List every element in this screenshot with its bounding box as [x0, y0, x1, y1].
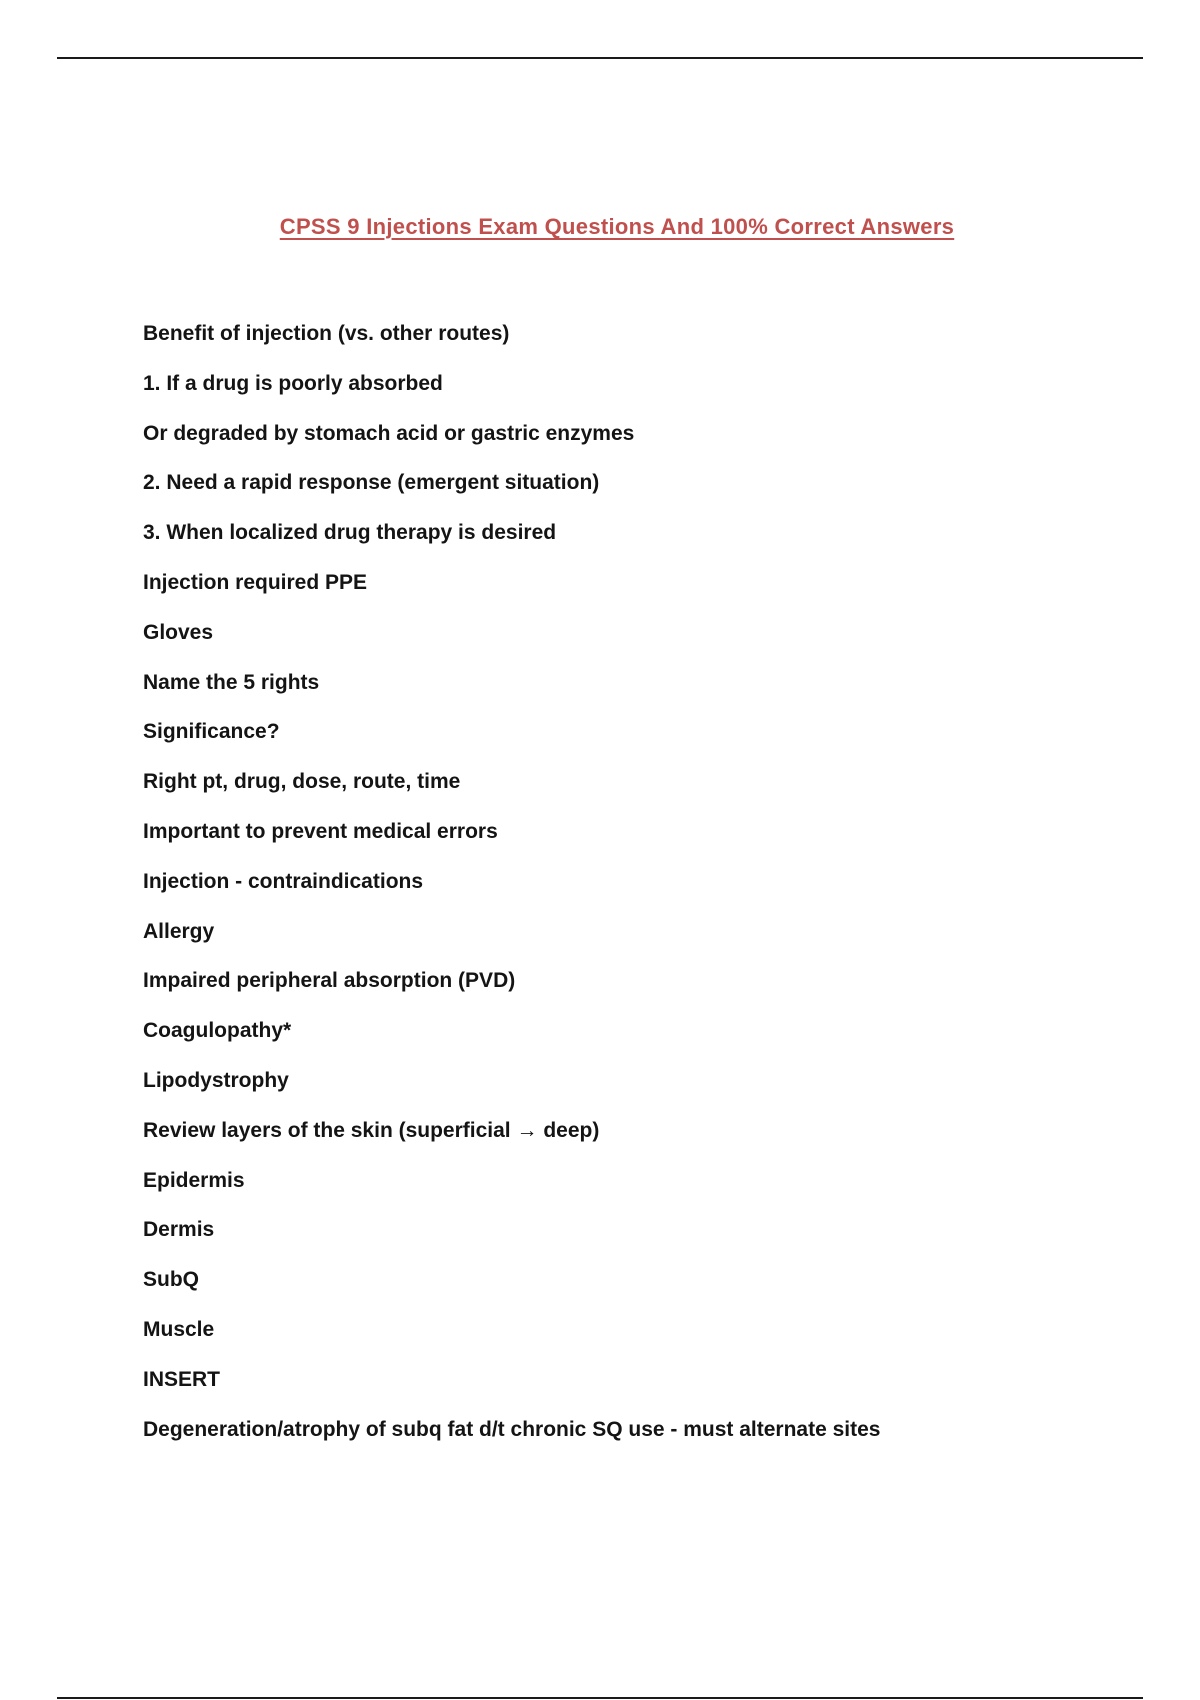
text-line: INSERT [143, 1367, 221, 1391]
text-line: Muscle [143, 1317, 215, 1341]
text-line: 1. If a drug is poorly absorbed [143, 371, 443, 395]
document-title-text: CPSS 9 Injections Exam Questions And 100% Correct Answers [279, 214, 955, 239]
bottom-divider [57, 1697, 1143, 1699]
text-line: Injection required PPE [143, 570, 368, 594]
text-line: Coagulopathy* [143, 1019, 292, 1043]
text-line: Dermis [143, 1218, 215, 1242]
text-line: Allergy [143, 919, 215, 943]
text-line: Or degraded by stomach acid or gastric enzymes [143, 421, 635, 445]
text-line: Benefit of injection (vs. other routes) [143, 322, 510, 345]
text-line: Significance? [143, 720, 280, 744]
text-line: Name the 5 rights [143, 670, 320, 694]
text-line: Epidermis [143, 1168, 245, 1192]
text-line: Lipodystrophy [143, 1068, 289, 1092]
text-line: Degeneration/atrophy of subq fat d/t chronic SQ use - must alternate sites [143, 1417, 881, 1441]
text-line: SubQ [143, 1268, 199, 1292]
text-line: Injection - contraindications [143, 869, 424, 893]
text-line: Right pt, drug, dose, route, time [143, 770, 461, 794]
document-body [143, 320, 880, 1465]
document-title [0, 214, 1200, 240]
text-line: Important to prevent medical errors [143, 819, 498, 843]
top-divider [57, 57, 1143, 59]
text-line: 2. Need a rapid response (emergent situation) [143, 471, 600, 495]
text-line: Impaired peripheral absorption (PVD) [143, 969, 516, 993]
text-line: Review layers of the skin (superficial → deep) [143, 1118, 600, 1142]
text-line: Gloves [143, 620, 214, 644]
text-line: 3. When localized drug therapy is desired [143, 521, 557, 545]
